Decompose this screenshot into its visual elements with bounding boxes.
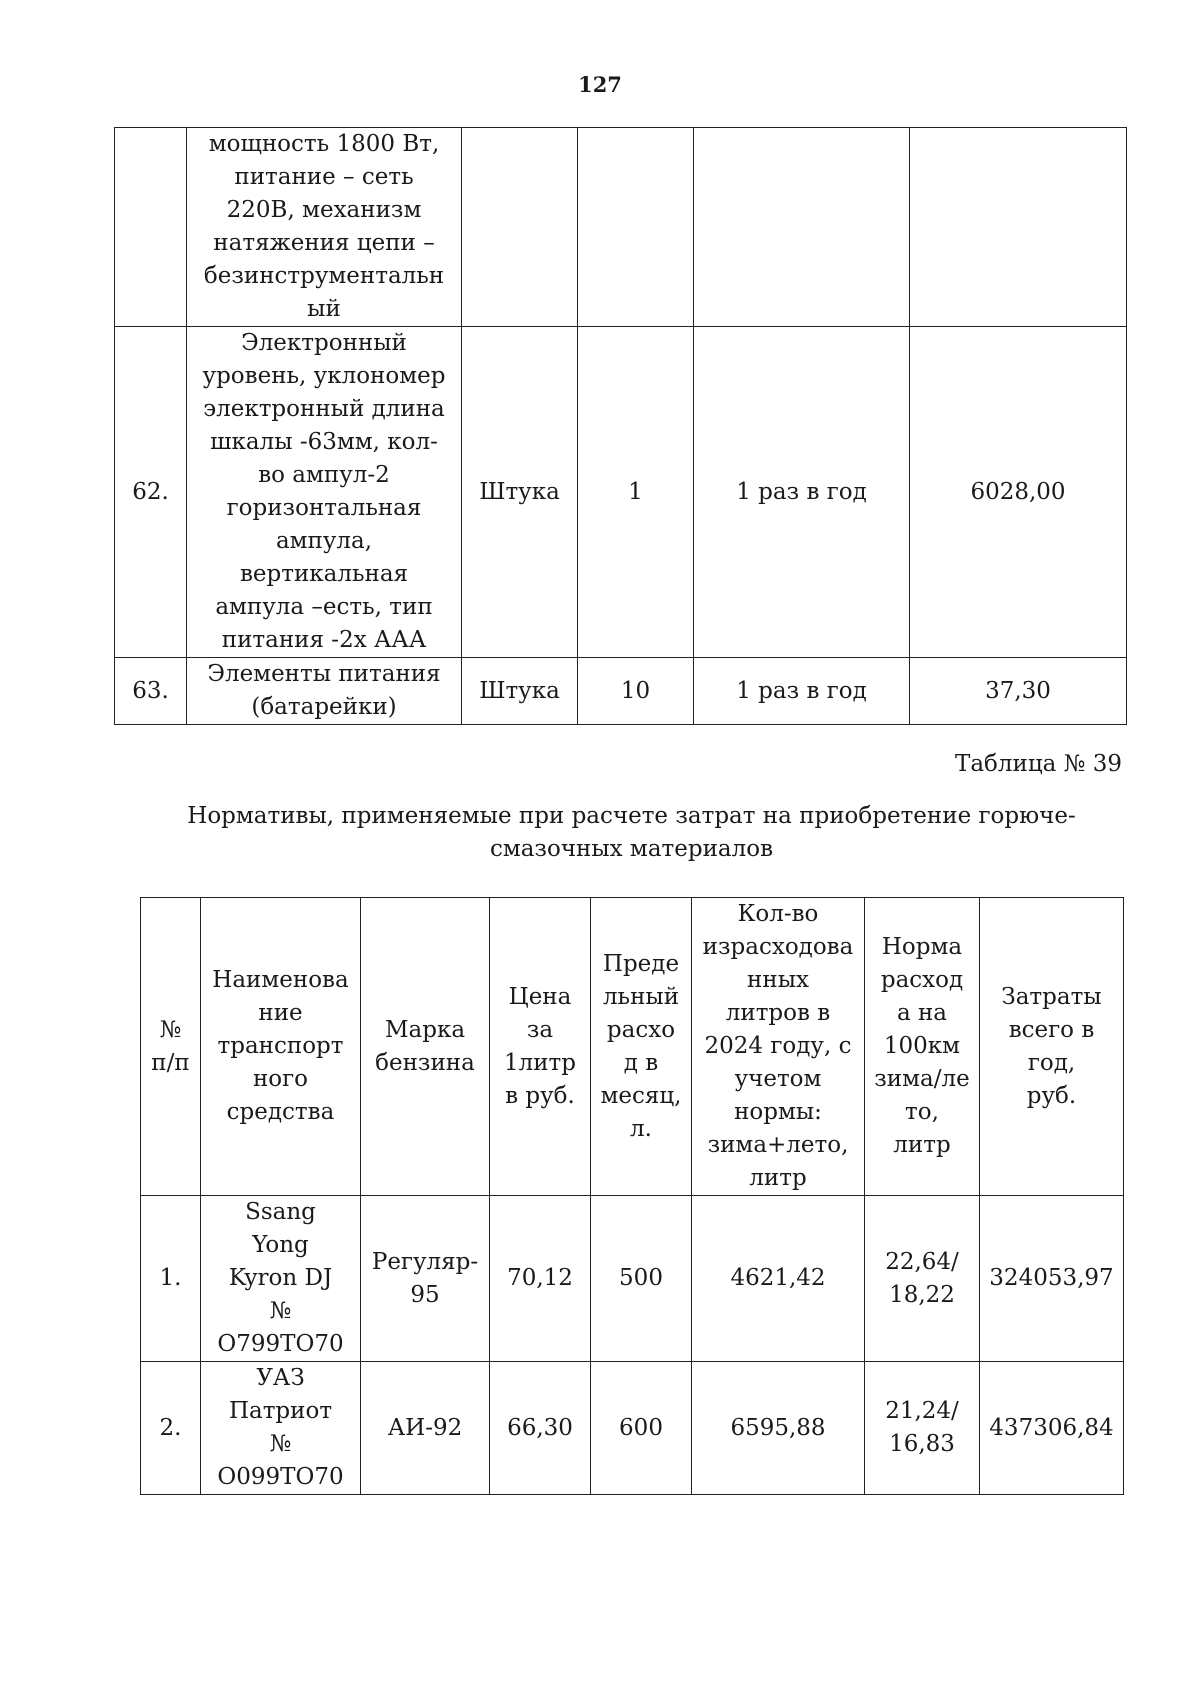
text-line: п/п (151, 1049, 190, 1076)
fuel-norms-table (140, 897, 1124, 1495)
text-line: за (526, 1016, 554, 1043)
header-vehicle (201, 898, 361, 1196)
text-line: ампула, (275, 528, 373, 554)
total-cell: 437306,84 (980, 1362, 1124, 1495)
text-line: нормы: (734, 1099, 822, 1125)
row-number: 62. (115, 327, 187, 658)
fuel-grade-cell (361, 1196, 490, 1362)
table-row (141, 1362, 1124, 1495)
header-row (141, 898, 1124, 1196)
text-line: литров в (725, 1000, 831, 1026)
text-line: питания -2х ААА (221, 627, 427, 653)
text-line: средства (226, 1099, 335, 1125)
text-line: л. (630, 1115, 652, 1142)
text-line: ампула –есть, тип (215, 594, 433, 620)
text-line: ного (252, 1066, 309, 1092)
table-title (140, 800, 1123, 866)
text-line: безинструментальн (203, 263, 445, 289)
text-line: бензина (375, 1049, 475, 1076)
row-number: 1. (141, 1196, 201, 1362)
used-cell: 4621,42 (692, 1196, 865, 1362)
equipment-table (114, 127, 1127, 725)
text-line: Цена (508, 983, 572, 1010)
text-line: Преде (602, 950, 680, 977)
text-line: Ssang (245, 1199, 316, 1225)
header-fuel-grade (361, 898, 490, 1196)
text-line: № (269, 1298, 292, 1324)
unit-cell: Штука (462, 658, 578, 725)
price-cell: 37,30 (910, 658, 1127, 725)
text-line: руб. (1026, 1082, 1077, 1109)
item-description (187, 327, 462, 658)
header-price (490, 898, 591, 1196)
limit-cell: 500 (591, 1196, 692, 1362)
text-line: АИ-92 (387, 1414, 463, 1441)
row-number: 63. (115, 658, 187, 725)
text-line: нных (747, 967, 809, 993)
text-line: расход (880, 967, 964, 993)
text-line: вертикальная (239, 561, 409, 587)
text-line: Затраты (1001, 983, 1102, 1010)
title-line: смазочных материалов (489, 836, 774, 862)
frequency-cell (694, 128, 910, 327)
price-cell: 70,12 (490, 1196, 591, 1362)
text-line: зима/ле (874, 1066, 970, 1092)
norm-cell (865, 1362, 980, 1495)
title-line: Нормативы, применяемые при расчете затрат на приобретение горюче- (187, 803, 1076, 829)
row-number: 2. (141, 1362, 201, 1495)
text-line: 16,83 (889, 1431, 955, 1457)
table-row (141, 1196, 1124, 1362)
text-line: ый (307, 296, 341, 322)
text-line: Kyron DJ (228, 1265, 333, 1291)
frequency-cell: 1 раз в год (694, 327, 910, 658)
text-line: УАЗ (256, 1365, 305, 1391)
text-line: Патриот (228, 1398, 333, 1424)
item-description (187, 658, 462, 725)
text-line: Yong (252, 1232, 309, 1258)
vehicle-cell (201, 1196, 361, 1362)
text-line: Норма (881, 934, 963, 960)
text-line: № (159, 1016, 182, 1043)
text-line: израсходова (702, 934, 854, 960)
header-total (980, 898, 1124, 1196)
text-line: О799ТО70 (217, 1331, 344, 1357)
text-line: питание – сеть (234, 164, 414, 190)
text-line: 220В, механизм (226, 197, 422, 223)
used-cell: 6595,88 (692, 1362, 865, 1495)
text-line: в руб. (505, 1082, 575, 1109)
text-line: Регуляр- (371, 1248, 479, 1275)
text-line: во ампул-2 (258, 462, 390, 488)
price-cell: 6028,00 (910, 327, 1127, 658)
text-line: литр (893, 1132, 951, 1158)
frequency-cell: 1 раз в год (694, 658, 910, 725)
unit-cell: Штука (462, 327, 578, 658)
vehicle-cell (201, 1362, 361, 1495)
fuel-grade-cell (361, 1362, 490, 1495)
text-line: 22,64/ (885, 1248, 959, 1275)
price-cell (910, 128, 1127, 327)
text-line: Кол-во (737, 901, 819, 927)
text-line: льный (602, 983, 680, 1010)
quantity-cell (578, 128, 694, 327)
text-line: 100км (883, 1033, 961, 1059)
header-norm (865, 898, 980, 1196)
text-line: натяжения цепи – (213, 230, 435, 256)
table-row (115, 658, 1127, 725)
header-limit (591, 898, 692, 1196)
header-num (141, 898, 201, 1196)
quantity-cell: 10 (578, 658, 694, 725)
text-line: Марка (384, 1016, 466, 1043)
text-line: зима+лето, (707, 1132, 849, 1158)
text-line: 95 (410, 1281, 440, 1308)
text-line: всего в (1008, 1016, 1095, 1043)
norm-cell (865, 1196, 980, 1362)
text-line: электронный длина (203, 396, 445, 422)
text-line: ние (258, 1000, 303, 1026)
table-label: Таблица № 39 (955, 751, 1122, 777)
text-line: 18,22 (889, 1281, 955, 1308)
text-line: учетом (734, 1066, 822, 1092)
text-line: Элементы питания (207, 661, 441, 687)
text-line: 2024 году, с (704, 1033, 852, 1059)
text-line: а на (896, 1000, 948, 1026)
total-cell: 324053,97 (980, 1196, 1124, 1362)
table-row (115, 327, 1127, 658)
text-line: шкалы -63мм, кол- (210, 429, 438, 455)
text-line: Наименова (212, 967, 349, 993)
text-line: месяц, (600, 1082, 682, 1109)
text-line: расхо (606, 1016, 676, 1043)
text-line: мощность 1800 Вт, (208, 131, 440, 157)
price-cell: 66,30 (490, 1362, 591, 1495)
text-line: (батарейки) (251, 694, 397, 720)
text-line: транспорт (217, 1033, 344, 1059)
unit-cell (462, 128, 578, 327)
text-line: О099ТО70 (217, 1464, 344, 1490)
text-line: горизонтальная (226, 495, 422, 521)
text-line: № (269, 1431, 292, 1457)
page-number: 127 (578, 72, 622, 97)
text-line: Электронный (241, 330, 407, 356)
text-line: литр (749, 1165, 807, 1191)
limit-cell: 600 (591, 1362, 692, 1495)
text-line: 1литр (503, 1049, 577, 1076)
text-line: уровень, уклономер (202, 363, 446, 389)
text-line: то, (905, 1099, 939, 1125)
quantity-cell: 1 (578, 327, 694, 658)
item-description (187, 128, 462, 327)
table-row (115, 128, 1127, 327)
header-used (692, 898, 865, 1196)
text-line: д в (623, 1049, 659, 1076)
row-number (115, 128, 187, 327)
text-line: год, (1027, 1049, 1076, 1076)
text-line: 21,24/ (885, 1398, 959, 1424)
